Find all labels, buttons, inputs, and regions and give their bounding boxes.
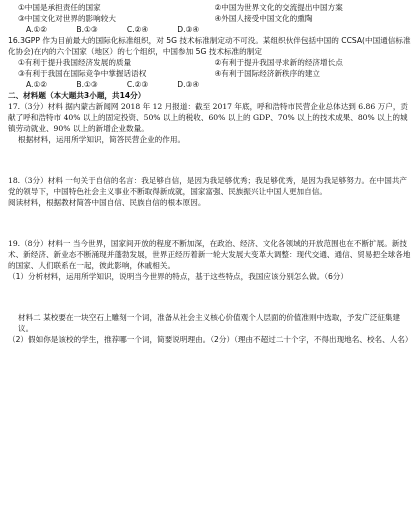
q15-options-row-2 [8,13,411,24]
q15-option-2: ②中国为世界文化的交流提出中国方案 [214,3,343,12]
q16-option-3: ③有利于我国在国际竞争中掌握话语权 [18,69,147,78]
q16-choice-d: D.③④ [177,80,200,89]
q16-option-4: ④有利于国际经济新秩序的建立 [214,69,321,78]
q17-task: 根据材料，运用所学知识，简答民营企业的作用。 [18,135,186,144]
q16-stem: 16.3GPP 作为目前最大的国际化标准组织，对 5G 技术标准制定动不可没。某组织伙伴包括中国的 CCSA(中国通信标准化协会)在内的六个国家（地区）的七个组织，中国参加 5G 技术标准的制定 [8,36,411,56]
q15-option-4: ④外国人接受中国文化的熏陶 [214,14,313,23]
q19-material-1: 19.（8分）材料一 当今世界，国家间开放的程度不断加深，在政治、经济、文化各领域的开放范围也在不断扩展。新技术、新经济、新业态不断涌现并蓬勃发展，世界正经历着新一轮大发展大变革大调整：现代交通、通信、贸易把全球各地的国家、人们联系在一起，彼此影响，休戚相关。 [8,239,411,270]
q15-option-1: ①中国是承担责任的国家 [18,3,101,12]
section-2-title: 二、材料题（本大题共3小题，共14分） [8,91,146,100]
q16-option-1: ①有利于提升我国经济发展的质量 [18,58,132,67]
q15-options-row-1 [8,2,411,13]
q16-options-row-1 [8,57,411,68]
q16-choice-c: C.②③ [126,80,149,89]
q18-task: 阅读材料，根据教材简答中国自信、民族自信的根本原因。 [8,198,206,207]
q16-options-row-2 [8,68,411,79]
q17-material: 17.（3分）材料 据内蒙古新闻网 2018 年 12 月报道：截至 2017 年底，呼和浩特市民营企业总体达到 6.86 万户，贡献了呼和浩特市 40% 以上的固定投资、50% 以上的税收、60% 以上的 GDP、70% 以上的技术成果、80% 以上的城镇劳动就业、90% 以上的新增企业数量。 [8,102,409,133]
q15-choice-c: C.②④ [126,25,149,34]
q18-material: 18.（3分）材料 一句关于自信的名言：我足够自信，是因为我足够优秀；我足够优秀，是因为我足够努力。在中国共产党的领导下，中国特色社会主义事业不断取得新成就，国家富强、民族振兴让中国人更加自信。 [8,176,408,196]
q15-choice-b: B.①③ [76,25,98,34]
q16-choice-a: A.①② [26,80,48,89]
answer-space-18 [8,208,411,238]
q19-material-2: 材料二 某校要在一块空石上雕刻一个词，准备从社会主义核心价值观个人层面的价值准则中选取，予发广泛征集建议。 [18,313,401,333]
q16-choices [8,79,411,90]
q15-choice-d: D.③④ [177,25,200,34]
q16-choice-b: B.①③ [76,80,98,89]
answer-space-19-1 [8,282,411,312]
answer-space-17 [8,145,411,175]
q16-option-2: ②有利于提升我国寻求新的经济增长点 [214,58,343,67]
q15-choice-a: A.①② [26,25,48,34]
q15-option-3: ③中国文化对世界的影响较大 [18,14,116,23]
q19-subquestion-2: （2）假如你是该校的学生，推荐哪一个词，简要说明理由。（2分）（理由不超过二十个字，不得出现地名、校名、人名） [8,335,413,344]
q15-choices [8,24,411,35]
q19-subquestion-1: （1）分析材料，运用所学知识，说明当今世界的特点，基于这些特点，我国应该分别怎么做。（6分） [8,272,348,281]
